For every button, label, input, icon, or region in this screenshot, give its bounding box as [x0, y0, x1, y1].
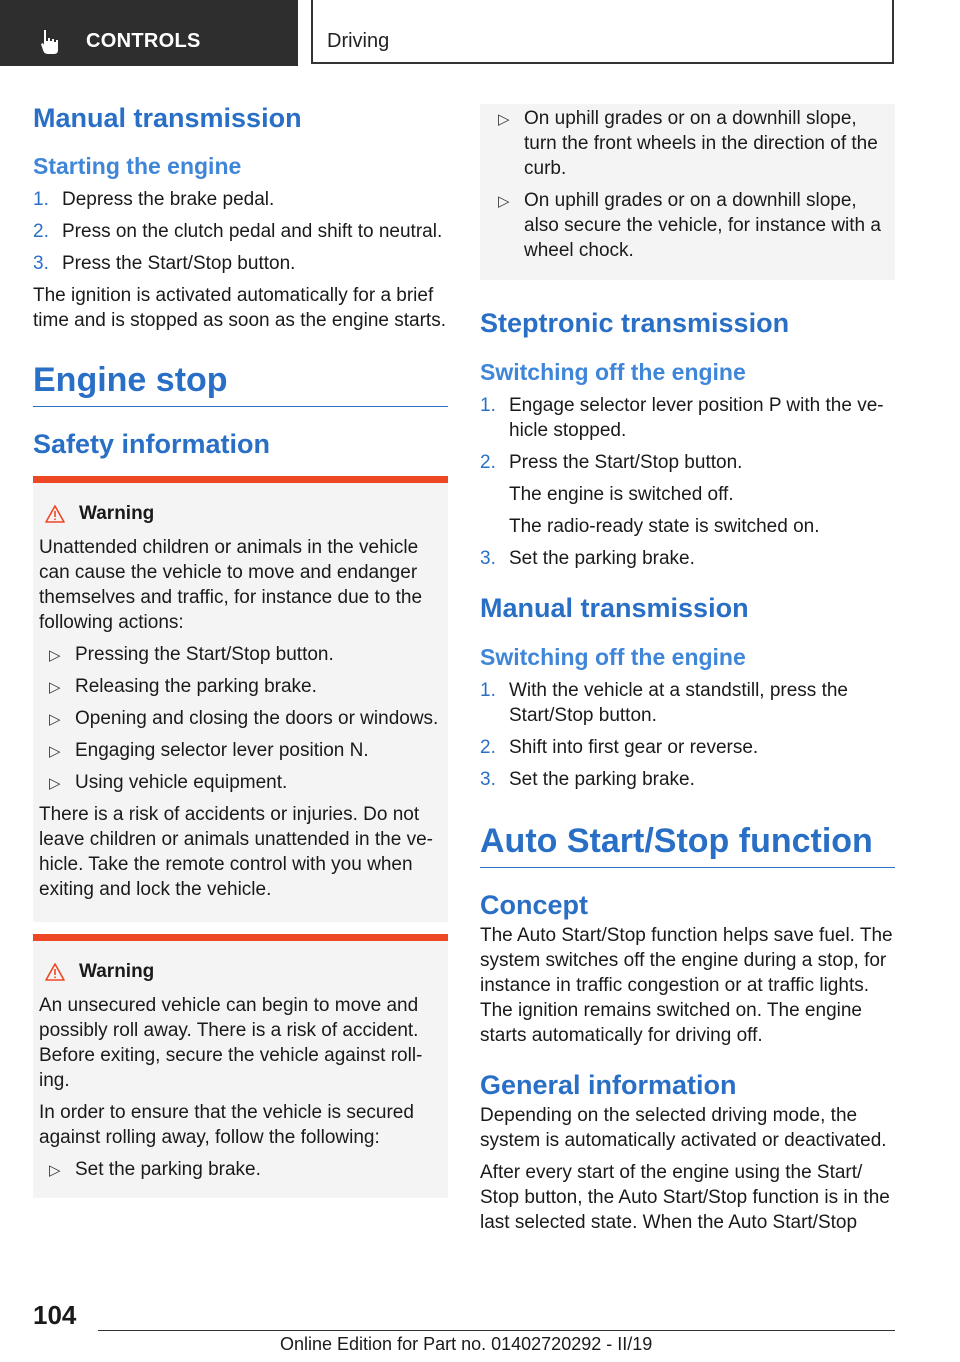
step-text: Press the Start/Stop button. [509, 452, 743, 473]
pointing-hand-icon [38, 28, 64, 56]
warning-box-children [33, 476, 448, 922]
step-number: 2. [480, 452, 496, 473]
heading-steptronic: Steptronic transmission [480, 308, 790, 338]
right-column [480, 100, 895, 1235]
step-text: Depress the brake pedal. [62, 189, 275, 210]
section-tab [0, 0, 298, 66]
heading-manual-transmission: Manual transmission [33, 103, 302, 133]
warning-title: Warning [79, 961, 155, 982]
bullet-text: On uphill grades or on a downhill slope, turn the front wheels in the direction of the curb. [524, 108, 878, 179]
manual-steps [480, 678, 895, 792]
chapter-box [311, 0, 894, 64]
list-item [480, 767, 895, 792]
bullet-text: Pressing the Start/Stop button. [75, 644, 334, 665]
steptronic-steps [480, 393, 895, 571]
list-item [39, 1157, 442, 1182]
step-number: 3. [33, 253, 49, 274]
step-text: Press on the clutch pedal and shift to neutral. [62, 221, 443, 242]
warning-header [39, 961, 442, 983]
list-item [39, 674, 442, 699]
step-number: 1. [33, 189, 49, 210]
heading-concept: Concept [480, 890, 588, 920]
list-item [39, 706, 442, 731]
list-item [480, 735, 895, 760]
warning-triangle-icon [45, 505, 65, 523]
triangle-bullet-icon: ▷ [498, 111, 510, 128]
list-item [33, 251, 448, 276]
heading-switching-off-2: Switching off the engine [480, 644, 746, 670]
triangle-bullet-icon: ▷ [49, 679, 61, 696]
list-item [39, 738, 442, 763]
rolling-measures-list [488, 106, 887, 263]
edition-note: Online Edition for Part no. 01402720292 - II/19 [280, 1334, 653, 1354]
start-steps [33, 187, 448, 276]
step-text: Engage selector lever position P with the vehicle stopped. [509, 395, 884, 441]
warning-actions-list [39, 1157, 442, 1182]
triangle-bullet-icon: ▷ [49, 711, 61, 728]
page-number: 104 [33, 1300, 77, 1330]
list-item [480, 450, 895, 539]
warning-title: Warning [79, 503, 155, 524]
warning-intro-2: In order to ensure that the vehicle is secured against rolling away, follow the following: [39, 1102, 414, 1148]
triangle-bullet-icon: ▷ [49, 775, 61, 792]
list-item [480, 678, 895, 728]
section-label: CONTROLS [86, 30, 201, 52]
warning-triangle-icon [45, 963, 65, 981]
step-subtext: The radio-ready state is switched on. [509, 516, 820, 537]
warning-actions-list [39, 642, 442, 795]
list-item [39, 770, 442, 795]
chapter-label: Driving [327, 30, 390, 52]
bullet-text: Opening and closing the doors or windows. [75, 708, 439, 729]
heading-auto-start-stop: Auto Start/Stop function [480, 822, 895, 868]
bullet-text: Using vehicle equipment. [75, 772, 288, 793]
bullet-text: Engaging selector lever position N. [75, 740, 369, 761]
warning-header [39, 503, 442, 525]
heading-switching-off-1: Switching off the engine [480, 359, 746, 385]
warning-intro: An unsecured vehicle can begin to move and possibly roll away. There is a risk of accident. Before exiting, secure the vehicle against rolling. [39, 995, 423, 1091]
triangle-bullet-icon: ▷ [49, 1162, 61, 1179]
footer-divider [98, 1330, 895, 1331]
warning-outro: There is a risk of accidents or injuries. Do not leave children or animals unattended in the vehicle. Take the remote control with you when exiting and lock the vehicle. [39, 804, 433, 900]
list-item [480, 546, 895, 571]
step-number: 3. [480, 769, 496, 790]
list-item [488, 106, 887, 181]
step-number: 3. [480, 548, 496, 569]
list-item [488, 188, 887, 263]
list-item [480, 393, 895, 443]
heading-engine-stop: Engine stop [33, 361, 448, 407]
bullet-text: Set the parking brake. [75, 1159, 261, 1180]
left-column [33, 100, 448, 1198]
general-paragraph-1: Depending on the selected driving mode, the system is automatically activated or deactivated. [480, 1105, 887, 1151]
step-text: Shift into first gear or reverse. [509, 737, 759, 758]
heading-starting-engine: Starting the engine [33, 153, 242, 179]
bullet-text: On uphill grades or on a downhill slope, also secure the vehicle, for instance with a wheel chock. [524, 190, 881, 261]
step-number: 2. [480, 737, 496, 758]
list-item [33, 187, 448, 212]
step-number: 1. [480, 680, 496, 701]
triangle-bullet-icon: ▷ [498, 193, 510, 210]
page-header [0, 0, 960, 66]
general-paragraph-2: After every start of the engine using the Start/ Stop button, the Auto Start/Stop function is in the last selected state. When the Auto Start/Stop [480, 1162, 890, 1233]
warning-box-rolling [33, 934, 448, 1198]
list-item [33, 219, 448, 244]
step-text: Set the parking brake. [509, 548, 695, 569]
step-text: Press the Start/Stop button. [62, 253, 296, 274]
step-subtext: The engine is switched off. [509, 484, 734, 505]
bullet-text: Releasing the parking brake. [75, 676, 317, 697]
heading-manual-transmission-2: Manual transmission [480, 593, 749, 623]
triangle-bullet-icon: ▷ [49, 743, 61, 760]
list-item [39, 642, 442, 667]
heading-general-information: General information [480, 1070, 737, 1100]
continued-warning-list [480, 104, 895, 280]
heading-safety-information: Safety information [33, 429, 271, 459]
ignition-paragraph: The ignition is activated automatically for a brief time and is stopped as soon as the engine starts. [33, 285, 446, 331]
step-text: With the vehicle at a standstill, press the Start/Stop button. [509, 680, 848, 726]
step-text: Set the parking brake. [509, 769, 695, 790]
triangle-bullet-icon: ▷ [49, 647, 61, 664]
warning-intro: Unattended children or animals in the vehicle can cause the vehicle to move and endanger themselves and traffic, for instance due to the following actions: [39, 537, 423, 633]
concept-paragraph: The Auto Start/Stop function helps save fuel. The system switches off the engine during a stop, for instance in traffic congestion or at traffic lights. The ignition remains switched on. The engine starts automatically for driving off. [480, 925, 893, 1046]
step-number: 2. [33, 221, 49, 242]
step-number: 1. [480, 395, 496, 416]
